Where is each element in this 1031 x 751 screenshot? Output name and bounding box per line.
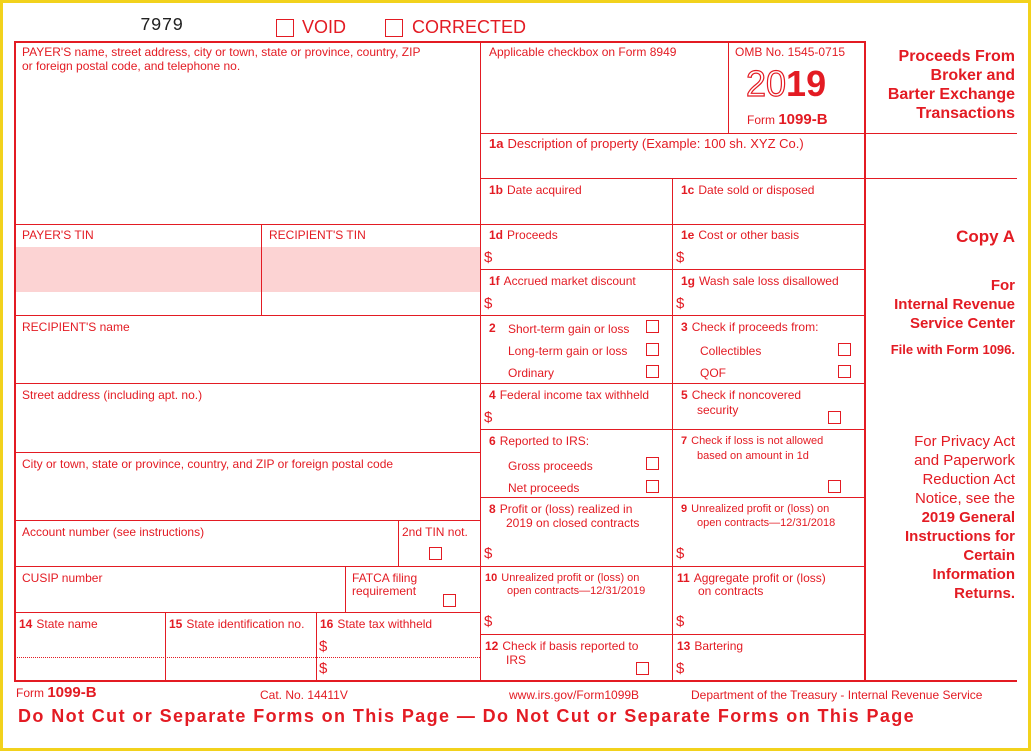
second-tin-checkbox[interactable] xyxy=(429,547,442,560)
box-7-text: Check if loss is not allowed xyxy=(691,435,824,447)
box-8-label xyxy=(489,502,632,516)
box-1d-text: Proceeds xyxy=(507,228,558,242)
privacy-line-8: Information xyxy=(932,566,1015,583)
box-15-num: 15 xyxy=(169,617,183,631)
box-6-label xyxy=(489,434,589,448)
box-9-num: 9 xyxy=(681,503,688,515)
box-12-label-2: IRS xyxy=(506,653,527,667)
box-10-num: 10 xyxy=(485,572,498,584)
row-12-top xyxy=(480,634,864,635)
payer-name-label: PAYER'S name, street address, city or town, state or province, country, ZIP xyxy=(22,45,421,59)
box-8-num: 8 xyxy=(489,502,496,516)
title-line-3: Barter Exchange xyxy=(887,86,1015,103)
privacy-line-6: Instructions for xyxy=(904,528,1015,545)
box-9-dollar: $ xyxy=(676,545,685,562)
box-7-checkbox[interactable] xyxy=(828,480,841,493)
box-2-short-label: Short-term gain or loss xyxy=(508,322,630,336)
copy-label: Copy A xyxy=(956,227,1015,246)
privacy-line-2: and Paperwork xyxy=(914,452,1015,469)
footer-form-id xyxy=(16,685,97,701)
box-2-long-checkbox[interactable] xyxy=(646,343,659,356)
box-1c-text: Date sold or disposed xyxy=(698,183,815,197)
box-10-label-2: open contracts—12/31/2019 xyxy=(507,585,646,597)
box-1f-label xyxy=(489,274,636,288)
center-divider xyxy=(480,41,481,680)
box-2-long-label: Long-term gain or loss xyxy=(508,344,628,358)
for-label: For xyxy=(990,277,1015,294)
recipient-tin-label: RECIPIENT'S TIN xyxy=(269,228,366,242)
box-1g-label xyxy=(681,274,839,288)
box-3-text: Check if proceeds from: xyxy=(691,320,819,334)
applicable-checkbox-label: Applicable checkbox on Form 8949 xyxy=(489,45,677,59)
box-1a-label xyxy=(489,137,804,151)
footer-form-name: 1099-B xyxy=(47,684,97,701)
box-7-label-2: based on amount in 1d xyxy=(697,450,809,462)
box-9-text: Unrealized profit or (loss) on xyxy=(691,503,830,515)
box-8-dollar: $ xyxy=(484,545,493,562)
state-divider-2 xyxy=(316,612,317,680)
box-1e-num: 1e xyxy=(681,228,695,242)
cusip-top xyxy=(14,566,480,567)
box-11-label xyxy=(677,571,826,585)
void-label: VOID xyxy=(302,17,347,37)
box-1b-label xyxy=(489,183,582,197)
second-tin-label: 2nd TIN not. xyxy=(402,525,468,539)
irs-line-1: Internal Revenue xyxy=(894,296,1015,313)
box-1g-text: Wash sale loss disallowed xyxy=(699,274,839,288)
box-12-num: 12 xyxy=(485,639,499,653)
box-12-text: Check if basis reported to xyxy=(502,639,639,653)
box-16-text: State tax withheld xyxy=(337,617,433,631)
tax-year-prefix: 20 xyxy=(746,63,787,104)
row-8-top xyxy=(480,497,864,498)
privacy-line-5: 2019 General xyxy=(921,509,1015,526)
box-3-num: 3 xyxy=(681,320,688,334)
box-1a-num: 1a xyxy=(489,136,504,151)
box-1f-dollar: $ xyxy=(484,295,493,312)
recipient-name-label: RECIPIENT'S name xyxy=(22,320,130,334)
box-2-ordinary-label: Ordinary xyxy=(508,366,555,380)
form-title xyxy=(888,47,1015,123)
box-2-ordinary-checkbox[interactable] xyxy=(646,365,659,378)
privacy-line-4: Notice, see the xyxy=(914,490,1015,507)
street-top xyxy=(14,383,480,384)
box-6-gross-checkbox[interactable] xyxy=(646,457,659,470)
box-11-num: 11 xyxy=(677,571,690,585)
box-1d-dollar: $ xyxy=(484,249,493,266)
street-label: Street address (including apt. no.) xyxy=(22,388,203,402)
privacy-line-1: For Privacy Act xyxy=(914,433,1015,450)
payer-tin-top xyxy=(14,224,480,225)
box-13-num: 13 xyxy=(677,639,691,653)
title-line-2: Broker and xyxy=(930,67,1015,84)
box-10-dollar: $ xyxy=(484,613,493,630)
file-with-label: File with Form 1096. xyxy=(890,342,1015,357)
box-14-text: State name xyxy=(36,617,98,631)
row-1d-top xyxy=(480,224,864,225)
city-top xyxy=(14,452,480,453)
box-14-num: 14 xyxy=(19,617,33,631)
footer-department: Department of the Treasury - Internal Revenue Service xyxy=(691,688,983,702)
box-8-label-2: 2019 on closed contracts xyxy=(506,516,640,530)
box-12-label xyxy=(485,639,638,653)
box-1f-text: Accrued market discount xyxy=(503,274,636,288)
privacy-line-9: Returns. xyxy=(954,585,1015,602)
box-16-dollar-1: $ xyxy=(319,638,328,655)
fatca-checkbox[interactable] xyxy=(443,594,456,607)
box-6-text: Reported to IRS: xyxy=(499,434,590,448)
left-border xyxy=(14,41,16,680)
box-1d-num: 1d xyxy=(489,228,504,242)
box-15-label xyxy=(169,617,304,631)
recipient-tin-shade xyxy=(262,247,480,292)
box-10-text: Unrealized profit or (loss) on xyxy=(501,572,640,584)
box-16-num: 16 xyxy=(320,617,334,631)
bottom-border xyxy=(14,680,1017,682)
box-1e-text: Cost or other basis xyxy=(698,228,800,242)
box-2-num: 2 xyxy=(489,321,496,335)
box-1f-num: 1f xyxy=(489,274,500,288)
box-1c-num: 1c xyxy=(681,183,695,197)
box-9-label-2: open contracts—12/31/2018 xyxy=(697,517,836,529)
box-7-label xyxy=(681,434,823,448)
box-1e-label xyxy=(681,228,799,242)
account-label: Account number (see instructions) xyxy=(22,525,205,539)
box-1a-text: Description of property (Example: 100 sh. XYZ Co.) xyxy=(507,136,804,151)
second-tin-divider xyxy=(398,520,399,566)
box-3-collectibles-label: Collectibles xyxy=(700,344,762,358)
irs-line-2: Service Center xyxy=(909,315,1015,332)
box-8-text: Profit or (loss) realized in xyxy=(499,502,633,516)
box-9-label xyxy=(681,502,829,516)
right-border xyxy=(864,41,866,680)
box-6-net-checkbox[interactable] xyxy=(646,480,659,493)
box-15-text: State identification no. xyxy=(186,617,305,631)
fatca-label-2: requirement xyxy=(352,584,417,598)
form-name: 1099-B xyxy=(778,111,828,128)
box-6-num: 6 xyxy=(489,434,496,448)
box-14-label xyxy=(19,617,98,631)
form-word: Form xyxy=(747,113,775,127)
payer-tin-shade xyxy=(16,247,261,292)
state-top xyxy=(14,612,480,613)
box-11-text: Aggregate profit or (loss) xyxy=(693,571,826,585)
box-3-qof-label: QOF xyxy=(700,366,726,380)
box-11-dollar: $ xyxy=(676,613,685,630)
tax-year-suffix: 19 xyxy=(786,63,827,104)
privacy-line-3: Reduction Act xyxy=(922,471,1015,488)
irs-info xyxy=(894,276,1015,333)
box-5-num: 5 xyxy=(681,388,688,402)
corrected-checkbox[interactable] xyxy=(385,19,403,37)
box-16-dollar-2: $ xyxy=(319,660,328,677)
recipient-name-top xyxy=(14,315,480,316)
box-4-label xyxy=(489,388,649,402)
row-6-top xyxy=(480,429,864,430)
box-5-label xyxy=(681,388,801,402)
box-1c-label xyxy=(681,183,814,197)
box-3-collectibles-checkbox[interactable] xyxy=(838,343,851,356)
box-5-text: Check if noncovered xyxy=(691,388,802,402)
omb-divider xyxy=(728,41,729,133)
fatca-divider xyxy=(345,566,346,612)
fatca-label: FATCA filing xyxy=(352,571,418,585)
box-4-num: 4 xyxy=(489,388,496,402)
cusip-label: CUSIP number xyxy=(22,571,103,585)
privacy-line-7: Certain xyxy=(963,547,1015,564)
row-1f-top xyxy=(480,269,864,270)
box-1b-text: Date acquired xyxy=(507,183,582,197)
box-1g-dollar: $ xyxy=(676,295,685,312)
box-13-dollar: $ xyxy=(676,660,685,677)
box-6-gross-label: Gross proceeds xyxy=(508,459,593,473)
box-5-checkbox[interactable] xyxy=(828,411,841,424)
box-11-label-2: on contracts xyxy=(698,584,764,598)
row-10-top xyxy=(480,566,864,567)
top-border xyxy=(14,41,864,43)
footer-cat-no: Cat. No. 14411V xyxy=(260,688,348,702)
box-1b-num: 1b xyxy=(489,183,504,197)
box-6-net-label: Net proceeds xyxy=(508,481,580,495)
payer-tin-label: PAYER'S TIN xyxy=(22,228,94,242)
box-12-checkbox[interactable] xyxy=(636,662,649,675)
corrected-label: CORRECTED xyxy=(412,17,527,37)
box-4-dollar: $ xyxy=(484,409,493,426)
account-top xyxy=(14,520,480,521)
box-13-label xyxy=(677,639,743,653)
state-mid-line xyxy=(14,657,480,659)
box-1d-label xyxy=(489,228,558,242)
box-10-label xyxy=(485,571,639,585)
row-2-top xyxy=(480,315,864,316)
footer-warning: Do Not Cut or Separate Forms on This Page — Do Not Cut or Separate Forms on This Page xyxy=(18,706,916,726)
box-2-short-checkbox[interactable] xyxy=(646,320,659,333)
city-label: City or town, state or province, country, and ZIP or foreign postal code xyxy=(22,457,394,471)
box-1e-dollar: $ xyxy=(676,249,685,266)
desc-top xyxy=(480,133,1017,134)
tax-year xyxy=(746,64,826,104)
box-1g-num: 1g xyxy=(681,274,696,288)
row-1b-top xyxy=(480,178,1017,179)
state-divider-1 xyxy=(165,612,166,680)
title-line-1: Proceeds From xyxy=(898,48,1015,65)
box-3-label xyxy=(681,320,818,334)
box-4-text: Federal income tax withheld xyxy=(499,388,650,402)
row-4-top xyxy=(480,383,864,384)
footer-website: www.irs.gov/Form1099B xyxy=(509,688,640,702)
void-checkbox[interactable] xyxy=(276,19,294,37)
privacy-notice xyxy=(905,432,1015,603)
payer-name-label-2: or foreign postal code, and telephone no. xyxy=(22,59,241,73)
form-id xyxy=(747,112,828,128)
box-16-label xyxy=(320,617,432,631)
footer-form-word: Form xyxy=(16,686,44,700)
omb-number: OMB No. 1545-0715 xyxy=(735,45,846,59)
box-13-text: Bartering xyxy=(694,639,744,653)
title-line-4: Transactions xyxy=(916,105,1015,122)
box-7-num: 7 xyxy=(681,435,688,447)
control-number: 7979 xyxy=(140,16,184,36)
box-3-qof-checkbox[interactable] xyxy=(838,365,851,378)
box-5-label-2: security xyxy=(697,403,739,417)
